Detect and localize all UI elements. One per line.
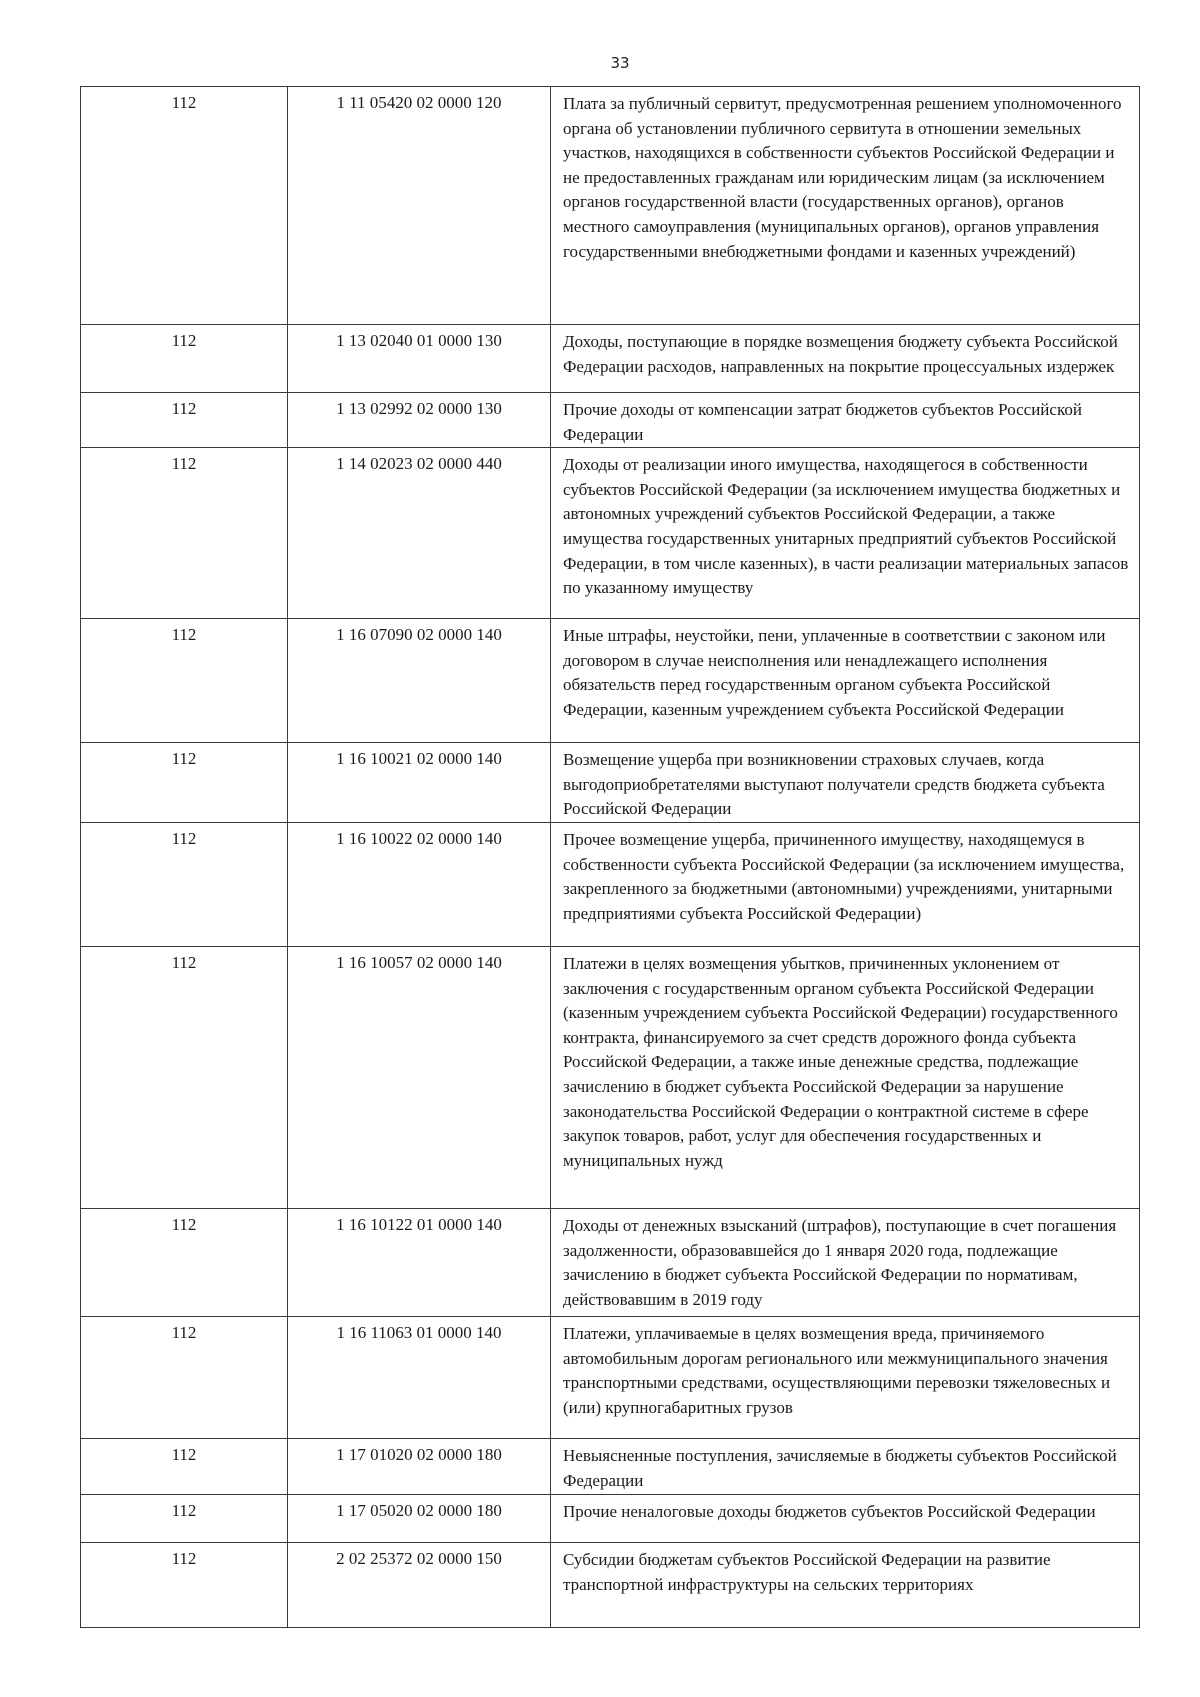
admin-code-cell: 112 xyxy=(81,1208,288,1316)
kbk-cell: 1 16 07090 02 0000 140 xyxy=(288,619,551,743)
admin-code-cell: 112 xyxy=(81,1438,288,1494)
revenue-name-cell: Платежи, уплачиваемые в целях возмещения вреда, причиняемого автомобильным дорогам регионального или межмуниципального значения транспортными средствами, осуществляющими перевозки тяжеловесных и (или) крупногабаритных грузов xyxy=(551,1316,1140,1438)
admin-code-cell: 112 xyxy=(81,325,288,393)
table-row xyxy=(81,946,1140,1208)
table-row xyxy=(81,1438,1140,1494)
revenue-name-cell: Доходы от реализации иного имущества, находящегося в собственности субъектов Российской Федерации (за исключением имущества бюджетных и автономных учреждений субъектов Российской Федерации, а также имущества государственных унитарных предприятий субъектов Российской Федерации, в том числе казенных), в части реализации материальных запасов по указанному имуществу xyxy=(551,448,1140,619)
revenue-name-cell: Плата за публичный сервитут, предусмотренная решением уполномоченного органа об установлении публичного сервитута в отношении земельных участков, находящихся в собственности субъектов Российской Федерации и не предоставленных гражданам или юридическим лицам (за исключением органов государственной власти (государственных органов), органов местного самоуправления (муниципальных органов), органов управления государственными внебюджетными фондами и казенных учреждений) xyxy=(551,87,1140,325)
table-row xyxy=(81,1542,1140,1627)
revenue-name-cell: Возмещение ущерба при возникновении страховых случаев, когда выгодоприобретателями выступают получатели средств бюджета субъекта Российской Федерации xyxy=(551,743,1140,823)
page-number: 33 xyxy=(610,54,630,72)
admin-code-cell: 112 xyxy=(81,1316,288,1438)
kbk-cell: 1 13 02992 02 0000 130 xyxy=(288,393,551,448)
revenue-name-cell: Прочие неналоговые доходы бюджетов субъектов Российской Федерации xyxy=(551,1494,1140,1542)
table-row xyxy=(81,393,1140,448)
table-row xyxy=(81,822,1140,946)
table-row xyxy=(81,1316,1140,1438)
table-row xyxy=(81,87,1140,325)
kbk-cell: 2 02 25372 02 0000 150 xyxy=(288,1542,551,1627)
kbk-cell: 1 16 10022 02 0000 140 xyxy=(288,822,551,946)
admin-code-cell: 112 xyxy=(81,743,288,823)
revenue-name-cell: Невыясненные поступления, зачисляемые в бюджеты субъектов Российской Федерации xyxy=(551,1438,1140,1494)
admin-code-cell: 112 xyxy=(81,946,288,1208)
revenue-name-cell: Доходы, поступающие в порядке возмещения бюджету субъекта Российской Федерации расходов, направленных на покрытие процессуальных издержек xyxy=(551,325,1140,393)
revenue-name-cell: Субсидии бюджетам субъектов Российской Федерации на развитие транспортной инфраструктуры на сельских территориях xyxy=(551,1542,1140,1627)
revenue-name-cell: Доходы от денежных взысканий (штрафов), поступающие в счет погашения задолженности, образовавшейся до 1 января 2020 года, подлежащие зачислению в бюджет субъекта Российской Федерации по нормативам, действовавшим в 2019 году xyxy=(551,1208,1140,1316)
revenue-name-cell: Прочие доходы от компенсации затрат бюджетов субъектов Российской Федерации xyxy=(551,393,1140,448)
table-row xyxy=(81,619,1140,743)
kbk-cell: 1 11 05420 02 0000 120 xyxy=(288,87,551,325)
admin-code-cell: 112 xyxy=(81,822,288,946)
admin-code-cell: 112 xyxy=(81,619,288,743)
kbk-cell: 1 16 10021 02 0000 140 xyxy=(288,743,551,823)
kbk-cell: 1 13 02040 01 0000 130 xyxy=(288,325,551,393)
admin-code-cell: 112 xyxy=(81,1542,288,1627)
revenue-name-cell: Платежи в целях возмещения убытков, причиненных уклонением от заключения с государственным органом субъекта Российской Федерации (казенным учреждением субъекта Российской Федерации) государственного контракта, финансируемого за счет средств дорожного фонда субъекта Российской Федерации, а также иные денежные средства, подлежащие зачислению в бюджет субъекта Российской Федерации за нарушение законодательства Российской Федерации о контрактной системе в сфере закупок товаров, работ, услуг для обеспечения государственных и муниципальных нужд xyxy=(551,946,1140,1208)
kbk-cell: 1 14 02023 02 0000 440 xyxy=(288,448,551,619)
admin-code-cell: 112 xyxy=(81,393,288,448)
kbk-cell: 1 17 05020 02 0000 180 xyxy=(288,1494,551,1542)
table-row xyxy=(81,1494,1140,1542)
admin-code-cell: 112 xyxy=(81,448,288,619)
revenue-name-cell: Прочее возмещение ущерба, причиненного имуществу, находящемуся в собственности субъекта Российской Федерации (за исключением имущества, закрепленного за бюджетными (автономными) учреждениями, унитарными предприятиями субъекта Российской Федерации) xyxy=(551,822,1140,946)
table-row xyxy=(81,1208,1140,1316)
kbk-cell: 1 16 10122 01 0000 140 xyxy=(288,1208,551,1316)
kbk-cell: 1 16 11063 01 0000 140 xyxy=(288,1316,551,1438)
kbk-cell: 1 16 10057 02 0000 140 xyxy=(288,946,551,1208)
kbk-cell: 1 17 01020 02 0000 180 xyxy=(288,1438,551,1494)
admin-code-cell: 112 xyxy=(81,87,288,325)
revenue-name-cell: Иные штрафы, неустойки, пени, уплаченные в соответствии с законом или договором в случае неисполнения или ненадлежащего исполнения обязательств перед государственным органом субъекта Российской Федерации, казенным учреждением субъекта Российской Федерации xyxy=(551,619,1140,743)
table-row xyxy=(81,325,1140,393)
revenue-codes-table xyxy=(80,86,1140,1628)
table-row xyxy=(81,448,1140,619)
table-row xyxy=(81,743,1140,823)
admin-code-cell: 112 xyxy=(81,1494,288,1542)
